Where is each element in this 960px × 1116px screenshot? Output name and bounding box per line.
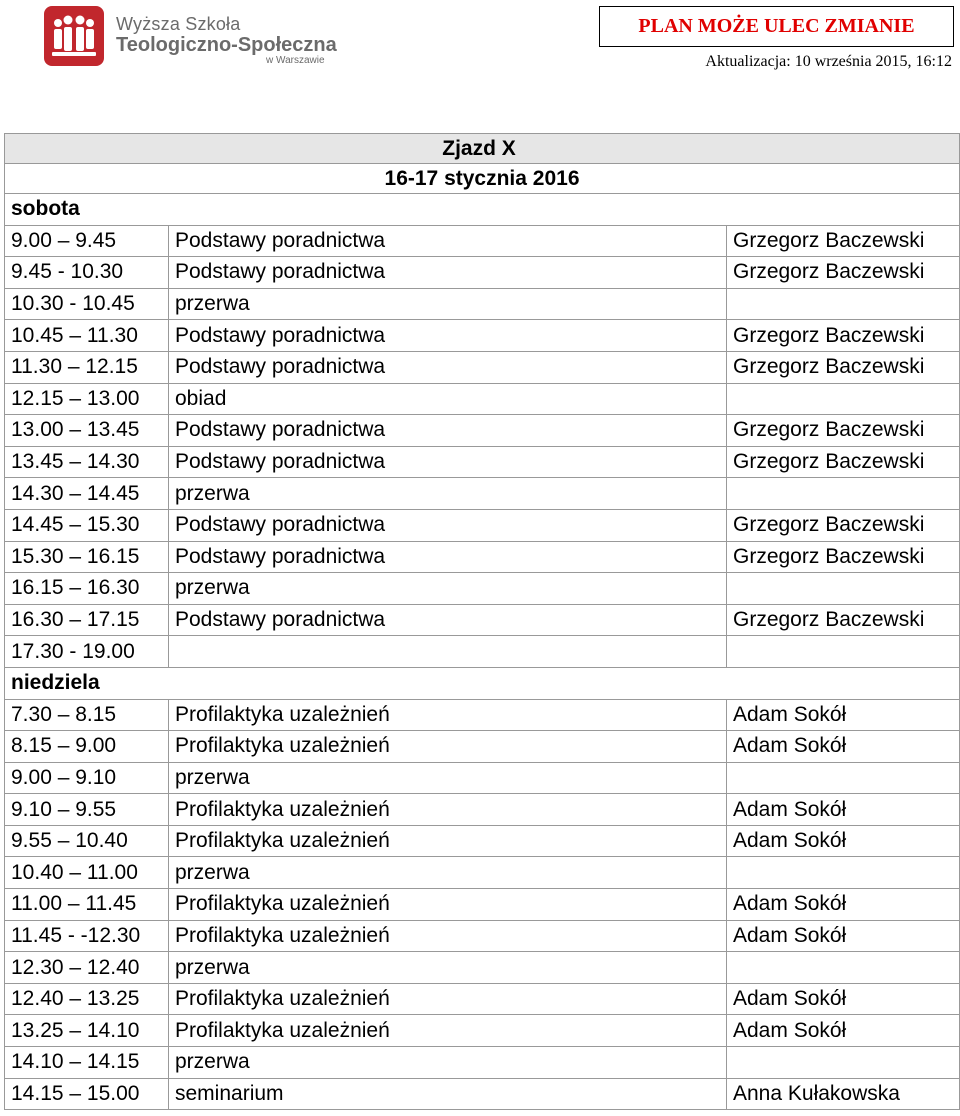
time-cell: 16.30 – 17.15 bbox=[5, 604, 169, 636]
teacher-cell: Adam Sokół bbox=[727, 920, 960, 952]
session-title: Zjazd X bbox=[5, 134, 960, 164]
schedule-row bbox=[5, 889, 960, 921]
schedule-row bbox=[5, 699, 960, 731]
schedule-row bbox=[5, 509, 960, 541]
time-cell: 14.45 – 15.30 bbox=[5, 509, 169, 541]
schedule-row bbox=[5, 573, 960, 605]
teacher-cell: Grzegorz Baczewski bbox=[727, 351, 960, 383]
subject-cell: Podstawy poradnictwa bbox=[169, 415, 727, 447]
schedule-row bbox=[5, 257, 960, 289]
day-header-row bbox=[5, 667, 960, 699]
time-cell: 14.30 – 14.45 bbox=[5, 478, 169, 510]
teacher-cell: Grzegorz Baczewski bbox=[727, 225, 960, 257]
school-logo bbox=[44, 6, 344, 68]
school-logo-icon bbox=[44, 6, 104, 66]
subject-cell: Profilaktyka uzależnień bbox=[169, 920, 727, 952]
teacher-cell bbox=[727, 383, 960, 415]
teacher-cell bbox=[727, 1047, 960, 1079]
time-cell: 12.15 – 13.00 bbox=[5, 383, 169, 415]
schedule-row bbox=[5, 415, 960, 447]
teacher-cell: Adam Sokół bbox=[727, 889, 960, 921]
schedule-row bbox=[5, 952, 960, 984]
subject-cell: Podstawy poradnictwa bbox=[169, 320, 727, 352]
teacher-cell: Grzegorz Baczewski bbox=[727, 509, 960, 541]
subject-cell: Profilaktyka uzależnień bbox=[169, 825, 727, 857]
schedule-row bbox=[5, 731, 960, 763]
teacher-cell: Grzegorz Baczewski bbox=[727, 541, 960, 573]
teacher-cell: Grzegorz Baczewski bbox=[727, 446, 960, 478]
schedule-row bbox=[5, 794, 960, 826]
day-label: niedziela bbox=[5, 667, 960, 699]
teacher-cell bbox=[727, 573, 960, 605]
schedule-row bbox=[5, 920, 960, 952]
subject-cell: przerwa bbox=[169, 1047, 727, 1079]
schedule-row bbox=[5, 604, 960, 636]
time-cell: 11.00 – 11.45 bbox=[5, 889, 169, 921]
schedule-table bbox=[4, 133, 960, 1110]
time-cell: 10.45 – 11.30 bbox=[5, 320, 169, 352]
session-date: 16-17 stycznia 2016 bbox=[5, 164, 960, 194]
header-title-row bbox=[5, 134, 960, 164]
time-cell: 12.30 – 12.40 bbox=[5, 952, 169, 984]
schedule-row bbox=[5, 320, 960, 352]
subject-cell: Profilaktyka uzależnień bbox=[169, 699, 727, 731]
time-cell: 11.45 - -12.30 bbox=[5, 920, 169, 952]
time-cell: 14.15 – 15.00 bbox=[5, 1078, 169, 1110]
teacher-cell: Adam Sokół bbox=[727, 794, 960, 826]
schedule-row bbox=[5, 1078, 960, 1110]
teacher-cell bbox=[727, 952, 960, 984]
time-cell: 14.10 – 14.15 bbox=[5, 1047, 169, 1079]
banner-text: PLAN MOŻE ULEC ZMIANIE bbox=[638, 15, 915, 37]
time-cell: 13.00 – 13.45 bbox=[5, 415, 169, 447]
schedule-row bbox=[5, 857, 960, 889]
teacher-cell: Grzegorz Baczewski bbox=[727, 320, 960, 352]
schedule-row bbox=[5, 983, 960, 1015]
time-cell: 12.40 – 13.25 bbox=[5, 983, 169, 1015]
plan-change-banner bbox=[599, 6, 954, 47]
time-cell: 13.25 – 14.10 bbox=[5, 1015, 169, 1047]
teacher-cell: Adam Sokół bbox=[727, 825, 960, 857]
subject-cell: przerwa bbox=[169, 288, 727, 320]
subject-cell: przerwa bbox=[169, 478, 727, 510]
teacher-cell: Anna Kułakowska bbox=[727, 1078, 960, 1110]
day-header-row bbox=[5, 194, 960, 226]
schedule-row bbox=[5, 541, 960, 573]
subject-cell: Profilaktyka uzależnień bbox=[169, 1015, 727, 1047]
subject-cell: przerwa bbox=[169, 573, 727, 605]
subject-cell: obiad bbox=[169, 383, 727, 415]
time-cell: 13.45 – 14.30 bbox=[5, 446, 169, 478]
subject-cell: Profilaktyka uzależnień bbox=[169, 794, 727, 826]
logo-line-2: Teologiczno-Społeczna bbox=[116, 34, 337, 56]
schedule-row bbox=[5, 225, 960, 257]
subject-cell: przerwa bbox=[169, 857, 727, 889]
subject-cell: Podstawy poradnictwa bbox=[169, 446, 727, 478]
time-cell: 9.45 - 10.30 bbox=[5, 257, 169, 289]
schedule-row bbox=[5, 636, 960, 668]
logo-line-1: Wyższa Szkoła bbox=[116, 14, 241, 34]
logo-line-3: w Warszawie bbox=[266, 55, 325, 66]
people-icon bbox=[44, 6, 104, 66]
subject-cell: Profilaktyka uzależnień bbox=[169, 889, 727, 921]
subject-cell: Profilaktyka uzależnień bbox=[169, 983, 727, 1015]
day-label: sobota bbox=[5, 194, 960, 226]
subject-cell: Podstawy poradnictwa bbox=[169, 541, 727, 573]
teacher-cell bbox=[727, 636, 960, 668]
header-date-row bbox=[5, 164, 960, 194]
teacher-cell bbox=[727, 762, 960, 794]
teacher-cell: Adam Sokół bbox=[727, 1015, 960, 1047]
time-cell: 15.30 – 16.15 bbox=[5, 541, 169, 573]
subject-cell: Podstawy poradnictwa bbox=[169, 604, 727, 636]
schedule-row bbox=[5, 1015, 960, 1047]
teacher-cell: Grzegorz Baczewski bbox=[727, 604, 960, 636]
subject-cell: Podstawy poradnictwa bbox=[169, 257, 727, 289]
subject-cell: Podstawy poradnictwa bbox=[169, 351, 727, 383]
time-cell: 9.00 – 9.10 bbox=[5, 762, 169, 794]
time-cell: 16.15 – 16.30 bbox=[5, 573, 169, 605]
time-cell: 17.30 - 19.00 bbox=[5, 636, 169, 668]
time-cell: 10.30 - 10.45 bbox=[5, 288, 169, 320]
teacher-cell bbox=[727, 478, 960, 510]
update-timestamp: Aktualizacja: 10 września 2015, 16:12 bbox=[705, 53, 952, 70]
subject-cell: Profilaktyka uzależnień bbox=[169, 731, 727, 763]
schedule-row bbox=[5, 351, 960, 383]
schedule-row bbox=[5, 383, 960, 415]
subject-cell: Podstawy poradnictwa bbox=[169, 225, 727, 257]
teacher-cell: Grzegorz Baczewski bbox=[727, 257, 960, 289]
subject-cell: Podstawy poradnictwa bbox=[169, 509, 727, 541]
teacher-cell bbox=[727, 288, 960, 320]
schedule-row bbox=[5, 478, 960, 510]
schedule-row bbox=[5, 825, 960, 857]
time-cell: 7.30 – 8.15 bbox=[5, 699, 169, 731]
time-cell: 8.15 – 9.00 bbox=[5, 731, 169, 763]
subject-cell: seminarium bbox=[169, 1078, 727, 1110]
time-cell: 9.00 – 9.45 bbox=[5, 225, 169, 257]
subject-cell: przerwa bbox=[169, 952, 727, 984]
schedule-row bbox=[5, 288, 960, 320]
time-cell: 9.10 – 9.55 bbox=[5, 794, 169, 826]
teacher-cell: Adam Sokół bbox=[727, 699, 960, 731]
subject-cell bbox=[169, 636, 727, 668]
teacher-cell: Adam Sokół bbox=[727, 731, 960, 763]
teacher-cell: Adam Sokół bbox=[727, 983, 960, 1015]
time-cell: 11.30 – 12.15 bbox=[5, 351, 169, 383]
time-cell: 9.55 – 10.40 bbox=[5, 825, 169, 857]
schedule-row bbox=[5, 1047, 960, 1079]
schedule-row bbox=[5, 446, 960, 478]
time-cell: 10.40 – 11.00 bbox=[5, 857, 169, 889]
teacher-cell bbox=[727, 857, 960, 889]
teacher-cell: Grzegorz Baczewski bbox=[727, 415, 960, 447]
schedule-row bbox=[5, 762, 960, 794]
subject-cell: przerwa bbox=[169, 762, 727, 794]
